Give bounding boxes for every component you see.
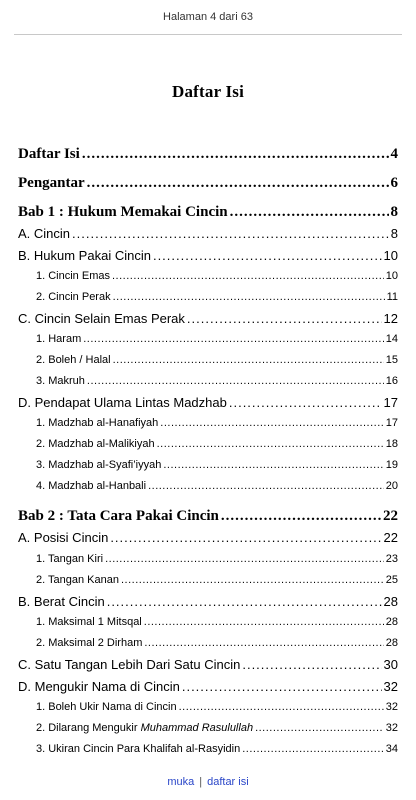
toc-entry-a-posisi-cincin[interactable]: A. Posisi Cincin ..... 22 [18, 530, 398, 545]
home-link[interactable]: muka [167, 776, 195, 788]
toc-entry-b-hukum-pakai-cincin[interactable]: B. Hukum Pakai Cincin ..... 10 [18, 248, 398, 263]
toc-entry-bab-2[interactable]: Bab 2 : Tata Cara Pakai Cincin ..... 22 [18, 508, 398, 525]
toc-entry-pengantar[interactable]: Pengantar ..... 6 [18, 175, 398, 192]
toc-entry-cincin-perak[interactable]: 2. Cincin Perak ..... 11 [36, 291, 398, 303]
toc-entry-mitsqal[interactable]: 1. Maksimal 1 Mitsqal ..... 28 [36, 616, 398, 628]
toc-entry-boleh-ukir[interactable]: 1. Boleh Ukir Nama di Cincin ..... 32 [36, 701, 398, 713]
toc-entry-dirham[interactable]: 2. Maksimal 2 Dirham ..... 28 [36, 637, 398, 649]
page-header [14, 0, 402, 35]
toc-entry-b-berat-cincin[interactable]: B. Berat Cincin ..... 28 [18, 594, 398, 609]
toc-entry-d-mengukir-nama[interactable]: D. Mengukir Nama di Cincin ..... 32 [18, 679, 398, 694]
toc-entry-dilarang-mengukir[interactable]: 2. Dilarang Mengukir Muhammad Rasulullah ..... 32 [36, 722, 398, 734]
toc-entry-malikiyah[interactable]: 2. Madzhab al-Malikiyah ..... 18 [36, 438, 398, 450]
toc-entry-makruh[interactable]: 3. Makruh ..... 16 [36, 375, 398, 387]
page-indicator: Halaman 4 dari 63 [163, 11, 253, 23]
toc-title: Daftar Isi [171, 82, 245, 101]
toc-entry-khalifah[interactable]: 3. Ukiran Cincin Para Khalifah al-Rasyidin ..... 34 [36, 743, 398, 755]
toc-entry-d-pendapat-ulama[interactable]: D. Pendapat Ulama Lintas Madzhab ..... 17 [18, 395, 398, 410]
toc-entry-c-cincin-selain[interactable]: C. Cincin Selain Emas Perak ..... 12 [18, 311, 398, 326]
footer-separator: | [199, 776, 203, 788]
toc-entry-haram[interactable]: 1. Haram ..... 14 [36, 333, 398, 345]
toc-entry-boleh-halal[interactable]: 2. Boleh / Halal ..... 15 [36, 354, 398, 366]
toc-entry-bab-1[interactable]: Bab 1 : Hukum Memakai Cincin ..... 8 [18, 204, 398, 221]
toc-entry-daftar-isi[interactable]: Daftar Isi ..... 4 [18, 146, 398, 163]
toc-entry-c-satu-tangan[interactable]: C. Satu Tangan Lebih Dari Satu Cincin ..... 30 [18, 657, 398, 672]
toc-entry-cincin-emas[interactable]: 1. Cincin Emas ..... 10 [36, 270, 398, 282]
toc-entry-hanafiyah[interactable]: 1. Madzhab al-Hanafiyah ..... 17 [36, 417, 398, 429]
toc-entry-syafiiyyah[interactable]: 3. Madzhab al-Syafi’iyyah ..... 19 [36, 459, 398, 471]
toc-entry-tangan-kanan[interactable]: 2. Tangan Kanan ..... 25 [36, 574, 398, 586]
toc-link[interactable]: daftar isi [207, 776, 249, 788]
page-footer [0, 776, 416, 788]
toc-entry-a-cincin[interactable]: A. Cincin ..... 8 [18, 226, 398, 241]
toc-entry-tangan-kiri[interactable]: 1. Tangan Kiri ..... 23 [36, 553, 398, 565]
toc-entry-hanbali[interactable]: 4. Madzhab al-Hanbali ..... 20 [36, 480, 398, 492]
